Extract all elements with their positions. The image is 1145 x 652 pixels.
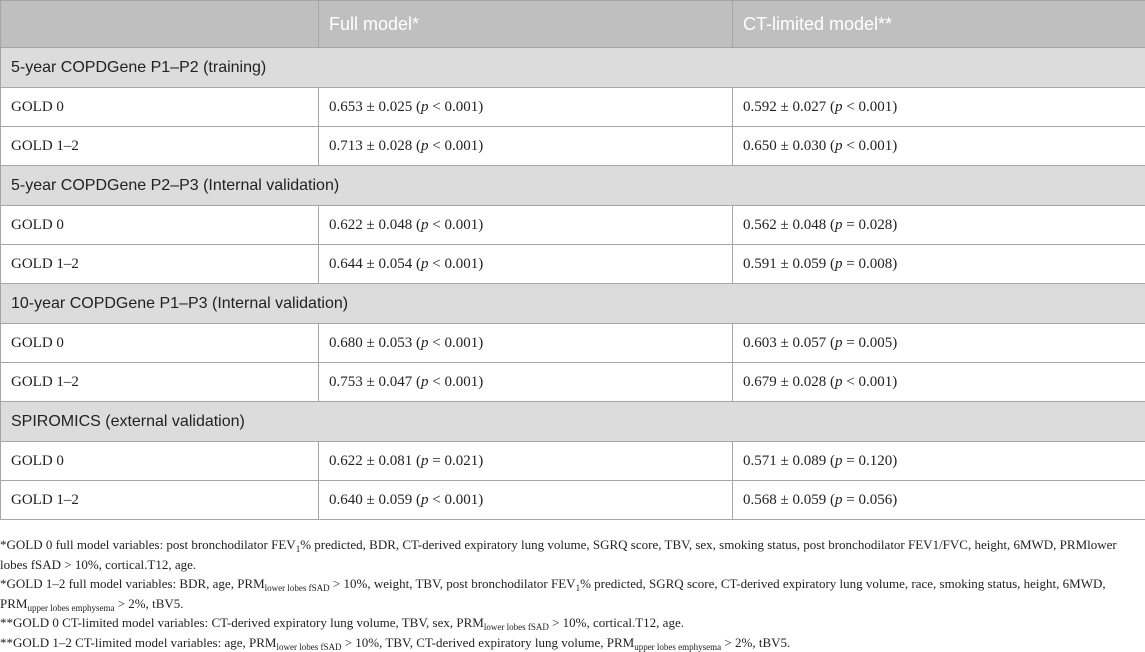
- auc-value: 0.591 ± 0.059: [743, 256, 826, 272]
- p-symbol: p: [421, 99, 429, 115]
- p-symbol: p: [835, 453, 843, 469]
- p-symbol: p: [835, 217, 843, 233]
- gold-stage-label: GOLD 0: [1, 324, 319, 363]
- table-body: [1, 48, 1145, 520]
- section-row: [1, 48, 1145, 88]
- gold-stage-label: GOLD 0: [1, 206, 319, 245]
- auc-value: 0.753 ± 0.047: [329, 374, 412, 390]
- p-operator: =: [846, 453, 854, 469]
- header-full-model: Full model*: [319, 1, 733, 48]
- full-model-cell: 0.622 ± 0.081 (p = 0.021): [319, 442, 733, 481]
- p-symbol: p: [421, 217, 429, 233]
- section-row: [1, 402, 1145, 442]
- ct-limited-model-cell: 0.603 ± 0.057 (p = 0.005): [733, 324, 1145, 363]
- p-symbol: p: [421, 138, 429, 154]
- p-operator: =: [846, 217, 854, 233]
- p-symbol: p: [421, 492, 429, 508]
- p-operator: <: [846, 99, 854, 115]
- ct-limited-model-cell: 0.571 ± 0.089 (p = 0.120): [733, 442, 1145, 481]
- p-value: 0.001: [444, 335, 478, 351]
- ct-limited-model-cell: 0.679 ± 0.028 (p < 0.001): [733, 363, 1145, 402]
- full-model-cell: 0.680 ± 0.053 (p < 0.001): [319, 324, 733, 363]
- footnote-gold12-ct-limited: **GOLD 1–2 CT-limited model variables: age, $PRM_{lower lobes fSAD} > 10\%$, TBV, CT-derived expiratory lung volume, $PRM_{upper lobes emphysema} > 2\%$, tBV5.: [0, 633, 1140, 652]
- full-model-cell: 0.622 ± 0.048 (p < 0.001): [319, 206, 733, 245]
- section-title: 5-year COPDGene P2–P3 (Internal validation): [1, 166, 1145, 206]
- p-value: 0.005: [858, 335, 892, 351]
- p-symbol: p: [835, 374, 843, 390]
- section-title: 10-year COPDGene P1–P3 (Internal validation): [1, 284, 1145, 324]
- full-model-cell: 0.644 ± 0.054 (p < 0.001): [319, 245, 733, 284]
- p-value: 0.001: [858, 99, 892, 115]
- p-value: 0.001: [444, 138, 478, 154]
- p-value: 0.001: [444, 374, 478, 390]
- auc-value: 0.653 ± 0.025: [329, 99, 412, 115]
- p-symbol: p: [835, 256, 843, 272]
- p-operator: <: [432, 217, 440, 233]
- auc-value: 0.592 ± 0.027: [743, 99, 826, 115]
- p-symbol: p: [835, 138, 843, 154]
- p-symbol: p: [421, 335, 429, 351]
- p-value: 0.001: [444, 492, 478, 508]
- auc-value: 0.562 ± 0.048: [743, 217, 826, 233]
- gold-stage-label: GOLD 1–2: [1, 363, 319, 402]
- p-operator: <: [846, 138, 854, 154]
- table-row: [1, 206, 1145, 245]
- p-value: 0.001: [444, 217, 478, 233]
- footnotes: [0, 535, 1140, 652]
- table-row: [1, 442, 1145, 481]
- table-row: [1, 127, 1145, 166]
- p-operator: <: [432, 335, 440, 351]
- p-symbol: p: [835, 492, 843, 508]
- p-operator: <: [432, 256, 440, 272]
- section-title: 5-year COPDGene P1–P2 (training): [1, 48, 1145, 88]
- gold-stage-label: GOLD 0: [1, 442, 319, 481]
- footnote-gold0-full: *GOLD 0 full model variables: post bronchodilator $FEV_1\%$ predicted, BDR, CT-derived expiratory lung volume, SGRQ score, TBV, sex, smoking status, post bronchodilator FEV1/FVC, height, 6MWD, PRMlower lobes fSAD > 10%, cortical.T12, age.: [0, 535, 1140, 574]
- table-row: [1, 481, 1145, 520]
- p-operator: =: [846, 335, 854, 351]
- p-value: 0.021: [444, 453, 478, 469]
- auc-value: 0.679 ± 0.028: [743, 374, 826, 390]
- p-symbol: p: [835, 335, 843, 351]
- p-operator: <: [432, 374, 440, 390]
- auc-value: 0.680 ± 0.053: [329, 335, 412, 351]
- auc-value: 0.650 ± 0.030: [743, 138, 826, 154]
- p-value: 0.001: [444, 256, 478, 272]
- auc-value: 0.603 ± 0.057: [743, 335, 826, 351]
- footnote-gold0-ct-limited: **GOLD 0 CT-limited model variables: CT-derived expiratory lung volume, TBV, sex, $PRM_{lower lobes fSAD} > 10\%$, cortical.T12, age.: [0, 613, 1140, 633]
- ct-limited-model-cell: 0.592 ± 0.027 (p < 0.001): [733, 88, 1145, 127]
- header-ct-limited-model: CT-limited model**: [733, 1, 1145, 48]
- p-operator: =: [846, 492, 854, 508]
- p-symbol: p: [421, 374, 429, 390]
- gold-stage-label: GOLD 1–2: [1, 245, 319, 284]
- p-value: 0.120: [858, 453, 892, 469]
- full-model-cell: 0.753 ± 0.047 (p < 0.001): [319, 363, 733, 402]
- p-symbol: p: [835, 99, 843, 115]
- ct-limited-model-cell: 0.568 ± 0.059 (p = 0.056): [733, 481, 1145, 520]
- p-operator: <: [846, 374, 854, 390]
- p-symbol: p: [421, 256, 429, 272]
- p-operator: =: [432, 453, 440, 469]
- table-row: [1, 245, 1145, 284]
- ct-limited-model-cell: 0.562 ± 0.048 (p = 0.028): [733, 206, 1145, 245]
- ct-limited-model-cell: 0.591 ± 0.059 (p = 0.008): [733, 245, 1145, 284]
- auc-value: 0.571 ± 0.089: [743, 453, 826, 469]
- p-symbol: p: [421, 453, 429, 469]
- gold-stage-label: GOLD 1–2: [1, 127, 319, 166]
- section-row: [1, 284, 1145, 324]
- header-empty-cell: [1, 1, 319, 48]
- table-row: [1, 363, 1145, 402]
- footnote-gold12-full: *GOLD 1–2 full model variables: BDR, age, $PRM_{lower lobes fSAD} > 10\%$, weight, TBV, post bronchodilator $FEV_1\%$ predicted, SGRQ score, CT-derived expiratory lung volume, race, smoking status, height, 6MWD, $PRM_{upper lobes emphysema} > 2\%$, tBV5.: [0, 574, 1140, 613]
- auc-value: 0.568 ± 0.059: [743, 492, 826, 508]
- auc-value: 0.644 ± 0.054: [329, 256, 412, 272]
- auc-value: 0.640 ± 0.059: [329, 492, 412, 508]
- section-title: SPIROMICS (external validation): [1, 402, 1145, 442]
- table-row: [1, 324, 1145, 363]
- p-operator: <: [432, 492, 440, 508]
- gold-stage-label: GOLD 0: [1, 88, 319, 127]
- auc-value: 0.622 ± 0.081: [329, 453, 412, 469]
- full-model-cell: 0.640 ± 0.059 (p < 0.001): [319, 481, 733, 520]
- p-value: 0.001: [858, 138, 892, 154]
- table-header-row: [1, 1, 1145, 48]
- p-operator: <: [432, 138, 440, 154]
- p-value: 0.056: [858, 492, 892, 508]
- auc-value: 0.713 ± 0.028: [329, 138, 412, 154]
- auc-value: 0.622 ± 0.048: [329, 217, 412, 233]
- ct-limited-model-cell: 0.650 ± 0.030 (p < 0.001): [733, 127, 1145, 166]
- p-value: 0.008: [858, 256, 892, 272]
- full-model-cell: 0.653 ± 0.025 (p < 0.001): [319, 88, 733, 127]
- section-row: [1, 166, 1145, 206]
- p-operator: =: [846, 256, 854, 272]
- table-row: [1, 88, 1145, 127]
- p-operator: <: [432, 99, 440, 115]
- p-value: 0.001: [444, 99, 478, 115]
- full-model-cell: 0.713 ± 0.028 (p < 0.001): [319, 127, 733, 166]
- p-value: 0.001: [858, 374, 892, 390]
- gold-stage-label: GOLD 1–2: [1, 481, 319, 520]
- p-value: 0.028: [858, 217, 892, 233]
